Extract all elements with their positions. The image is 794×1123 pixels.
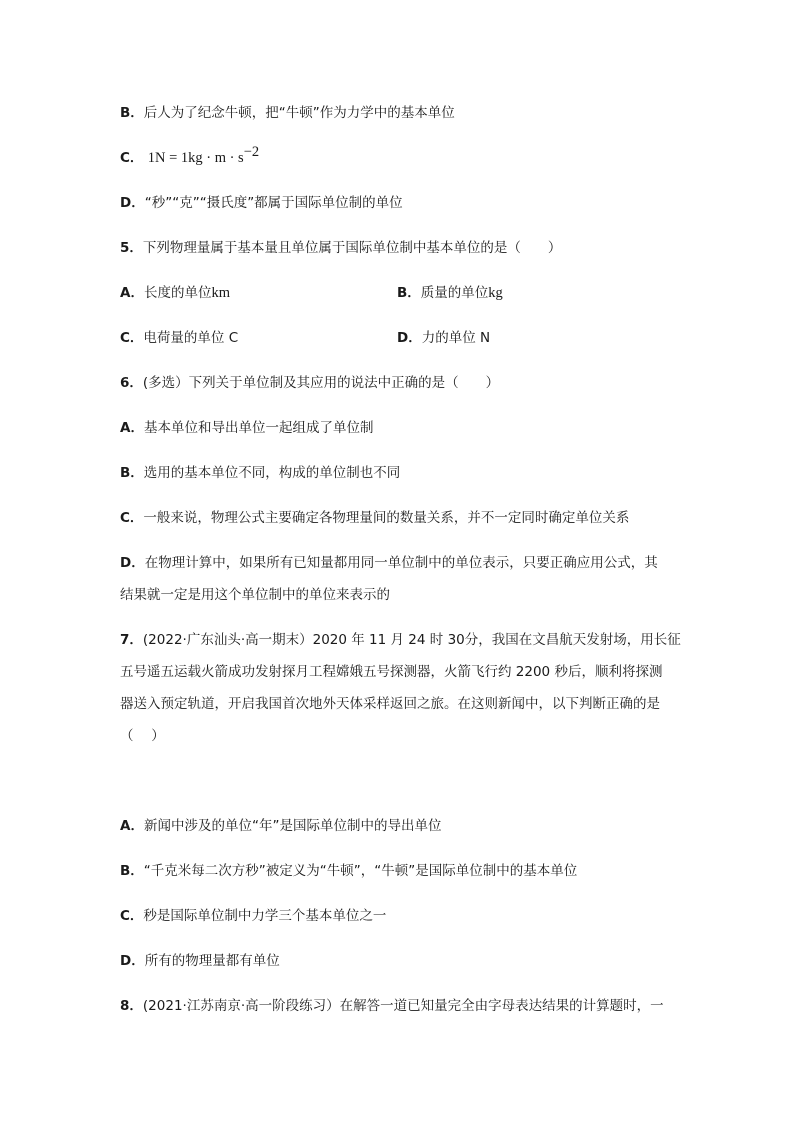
q6-option-c <box>120 508 629 528</box>
q5-option-c <box>120 328 238 348</box>
q5-option-a <box>120 283 230 303</box>
q7-stem-line2 <box>120 662 662 682</box>
option-label: D． <box>120 953 145 969</box>
question-text: (2021·江苏南京·高一阶段练习）在解答一道已知量完全由字母表达结果的计算题时，一 <box>142 998 664 1014</box>
option-label: B． <box>120 863 144 879</box>
q7-option-a <box>120 816 441 836</box>
q7-answer-blank <box>120 726 165 746</box>
q5-stem <box>120 238 561 258</box>
option-text: 秒是国际单位制中力学三个基本单位之一 <box>143 908 387 924</box>
question-text: 下列物理量属于基本量且单位属于国际单位制中基本单位的是（ ） <box>142 240 562 256</box>
q4-option-d <box>120 193 403 213</box>
unit: km <box>211 285 230 301</box>
option-text: “千克米每二次方秒”被定义为“牛顿”，“牛顿”是国际单位制中的基本单位 <box>143 863 578 879</box>
q7-option-c <box>120 906 386 926</box>
unit: kg <box>488 285 503 301</box>
formula-lhs: 1N = 1kg · m · s <box>147 150 244 166</box>
option-text: 质量的单位 <box>420 285 489 301</box>
formula-exponent: −2 <box>243 144 260 160</box>
q6-stem <box>120 373 499 393</box>
q5-option-b <box>397 283 503 303</box>
option-label: C． <box>120 150 144 166</box>
q7-option-b <box>120 861 577 881</box>
option-text: 新闻中涉及的单位“年”是国际单位制中的导出单位 <box>143 818 442 834</box>
option-label: C． <box>120 330 144 346</box>
question-number: 8． <box>120 998 143 1014</box>
option-text: 基本单位和导出单位一起组成了单位制 <box>143 420 374 436</box>
q7-stem-line3 <box>120 694 660 714</box>
q5-option-d <box>397 328 490 348</box>
question-text: 器送入预定轨道，开启我国首次地外天体采样返回之旅。在这则新闻中，以下判断正确的是 <box>120 696 660 712</box>
option-label: A． <box>120 818 144 834</box>
option-text: 长度的单位 <box>143 285 212 301</box>
option-label: C． <box>120 510 144 526</box>
option-text: 选用的基本单位不同，构成的单位制也不同 <box>143 465 401 481</box>
option-text: 结果就一定是用这个单位制中的单位来表示的 <box>120 587 390 603</box>
q8-stem <box>120 996 664 1016</box>
option-text: 在物理计算中，如果所有已知量都用同一单位制中的单位表示，只要正确应用公式，其 <box>144 555 658 571</box>
q6-option-d <box>120 553 658 573</box>
question-number: 7． <box>120 632 143 648</box>
option-text: 电荷量的单位 C <box>143 330 239 346</box>
option-label: D． <box>120 555 145 571</box>
q4-option-c <box>120 144 260 168</box>
q6-option-d-continued <box>120 585 390 605</box>
option-text: 一般来说，物理公式主要确定各物理量间的数量关系，并不一定同时确定单位关系 <box>143 510 630 526</box>
option-label: B． <box>397 285 421 301</box>
question-number: 6． <box>120 375 143 391</box>
q4-option-b <box>120 103 455 123</box>
option-label: B． <box>120 465 144 481</box>
option-text: 所有的物理量都有单位 <box>144 953 280 969</box>
option-label: A． <box>120 420 144 436</box>
q7-option-d <box>120 951 280 971</box>
option-label: C． <box>120 908 144 924</box>
question-text: (多选）下列关于单位制及其应用的说法中正确的是（ ） <box>142 375 500 391</box>
option-label: D． <box>120 195 145 211</box>
option-text: 力的单位 N <box>421 330 491 346</box>
option-text: “秒”“克”“摄氏度”都属于国际单位制的单位 <box>144 195 403 211</box>
question-number: 5． <box>120 240 143 256</box>
q6-option-a <box>120 418 373 438</box>
option-label: D． <box>397 330 422 346</box>
option-label: A． <box>120 285 144 301</box>
q6-option-b <box>120 463 400 483</box>
option-label: B． <box>120 105 144 121</box>
option-text: 后人为了纪念牛顿，把“牛顿”作为力学中的基本单位 <box>143 105 455 121</box>
question-text: (2022·广东汕头·高一期末）2020 年 11 月 24 时 30分，我国在文昌航天发射场，用长征 <box>142 632 681 648</box>
q7-stem <box>120 630 681 650</box>
answer-bracket: （ ） <box>120 728 165 744</box>
question-text: 五号遥五运载火箭成功发射探月工程嫦娥五号探测器，火箭飞行约 2200 秒后，顺利将探测 <box>120 664 663 680</box>
